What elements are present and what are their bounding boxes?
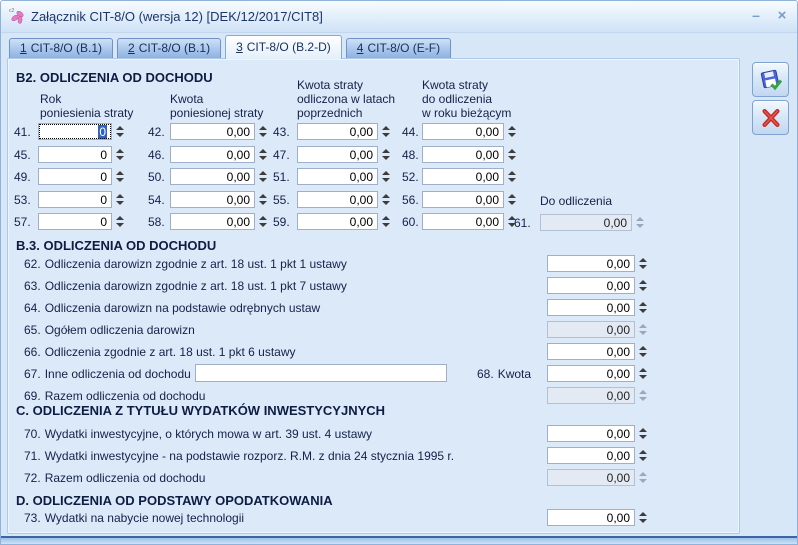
section-b3-heading: B.3. ODLICZENIA OD DOCHODU (16, 238, 217, 253)
amount-text: Kwota (497, 367, 532, 381)
field-71[interactable]: 0,00 (547, 447, 635, 464)
field-59-spinner[interactable] (380, 213, 392, 230)
spin-down-icon[interactable] (116, 178, 124, 182)
field-63-spinner[interactable] (637, 277, 649, 294)
field-65-spinner (637, 321, 649, 338)
row-number: 72. (24, 471, 41, 485)
field-number: 41. (14, 125, 31, 139)
field-number: 48. (402, 148, 419, 162)
spin-down-icon[interactable] (639, 353, 647, 357)
field-73-spinner[interactable] (637, 509, 649, 526)
field-53-spinner[interactable] (114, 191, 126, 208)
spin-up-icon[interactable] (382, 194, 390, 198)
spin-down-icon (639, 479, 647, 483)
field-64[interactable]: 0,00 (547, 299, 635, 316)
field-57[interactable]: 0 (38, 213, 112, 230)
field-53[interactable]: 0 (38, 191, 112, 208)
field-49[interactable]: 0 (38, 168, 112, 185)
field-55[interactable]: 0,00 (297, 191, 378, 208)
field-48-spinner[interactable] (506, 146, 518, 163)
field-66-spinner[interactable] (637, 343, 649, 360)
field-58-spinner[interactable] (257, 213, 269, 230)
field-61: 0,00 (540, 214, 632, 231)
field-number: 45. (14, 148, 31, 162)
field-63[interactable]: 0,00 (547, 277, 635, 294)
tab-4-cit8o[interactable] (346, 38, 451, 58)
column-header-line: do odliczenia (422, 92, 493, 106)
spin-up-icon[interactable] (382, 149, 390, 153)
field-number: 44. (402, 125, 419, 139)
row-label (24, 367, 191, 381)
section-c-heading: C. ODLICZENIA Z TYTUŁU WYDATKÓW INWESTYCYJNYCH (16, 403, 386, 418)
row-label (24, 279, 347, 293)
spin-up-icon[interactable] (259, 171, 267, 175)
tab-bar (9, 33, 451, 58)
spin-down-icon[interactable] (116, 133, 124, 137)
field-68[interactable]: 0,00 (547, 365, 635, 382)
tab-1-cit8o[interactable] (9, 38, 113, 58)
spin-down-icon[interactable] (508, 133, 516, 137)
row-label (24, 511, 244, 525)
row-number: 69. (24, 389, 41, 403)
spin-up-icon[interactable] (116, 171, 124, 175)
field-70[interactable]: 0,00 (547, 425, 635, 442)
spin-up-icon[interactable] (116, 149, 124, 153)
spin-up-icon[interactable] (508, 149, 516, 153)
field-number: 58. (148, 215, 165, 229)
field-number: 47. (273, 148, 290, 162)
spin-down-icon[interactable] (508, 178, 516, 182)
row-text: Wydatki na nabycie nowej technologii (44, 511, 245, 525)
tab-label: CIT-8/O (B.1) (138, 41, 211, 55)
spin-down-icon[interactable] (259, 201, 267, 205)
field-41-spinner[interactable] (114, 123, 126, 140)
field-number: 46. (148, 148, 165, 162)
row-text: Odliczenia zgodnie z art. 18 ust. 1 pkt 6 ustawy (44, 345, 296, 359)
field-61-spinner (634, 214, 646, 231)
row-label (24, 301, 320, 315)
tab-number: 1 (20, 41, 27, 55)
field-number: 57. (14, 215, 31, 229)
field-45[interactable]: 0 (38, 146, 112, 163)
field-73[interactable]: 0,00 (547, 509, 635, 526)
field-71-spinner[interactable] (637, 447, 649, 464)
do-odliczenia-label: Do odliczenia (540, 194, 613, 208)
field-number: 43. (273, 125, 290, 139)
field-47-spinner[interactable] (380, 146, 392, 163)
field-44-spinner[interactable] (506, 123, 518, 140)
tab-number: 4 (356, 41, 364, 55)
row-text: Odliczenia darowizn na podstawie odrębnych ustaw (44, 301, 321, 315)
field-number: 50. (148, 170, 165, 184)
row-number: 73. (24, 511, 41, 525)
spin-up-icon[interactable] (639, 258, 647, 262)
column-header-line: poniesionej straty (170, 106, 264, 120)
spin-down-icon[interactable] (382, 223, 390, 227)
amount-caption (477, 367, 531, 381)
spin-up-icon[interactable] (639, 280, 647, 284)
title-bar (1, 1, 797, 33)
spin-up-icon[interactable] (259, 126, 267, 130)
tab-label: CIT-8/O (E-F) (367, 41, 441, 55)
field-69: 0,00 (547, 387, 635, 404)
field-65: 0,00 (547, 321, 635, 338)
row-number: 70. (24, 427, 41, 441)
column-header-line: Kwota (170, 92, 204, 106)
spin-down-icon[interactable] (382, 178, 390, 182)
b2-column-header (170, 92, 263, 120)
tab-3-cit8o[interactable] (225, 35, 342, 59)
spin-down-icon[interactable] (639, 375, 647, 379)
field-68-spinner[interactable] (637, 365, 649, 382)
field-64-spinner[interactable] (637, 299, 649, 316)
field-44[interactable]: 0,00 (422, 123, 504, 140)
column-header-line: odliczona w latach (297, 92, 396, 106)
spin-up-icon (639, 472, 647, 476)
row-label (24, 389, 205, 403)
spin-down-icon[interactable] (259, 223, 267, 227)
row-label (24, 449, 454, 463)
field-number: 59. (273, 215, 290, 229)
row-number: 62. (24, 257, 41, 271)
other-deductions-input[interactable] (195, 364, 447, 382)
field-52-spinner[interactable] (506, 168, 518, 185)
column-header-line: w roku bieżącym (422, 106, 512, 120)
tab-label: CIT-8/O (B.2-D) (246, 40, 331, 54)
spin-down-icon[interactable] (639, 287, 647, 291)
spin-up-icon (639, 324, 647, 328)
amount-number: 68. (477, 367, 494, 381)
field-42[interactable]: 0,00 (170, 123, 255, 140)
spin-up-icon[interactable] (508, 171, 516, 175)
field-58[interactable]: 0,00 (170, 213, 255, 230)
row-number: 71. (24, 449, 41, 463)
field-72-spinner (637, 469, 649, 486)
cancel-icon (760, 107, 782, 129)
b2-column-header (422, 78, 511, 120)
save-button[interactable] (752, 62, 789, 97)
field-72: 0,00 (547, 469, 635, 486)
spin-up-icon[interactable] (639, 428, 647, 432)
spin-down-icon[interactable] (508, 223, 516, 227)
spin-up-icon[interactable] (259, 216, 267, 220)
b2-column-header (40, 92, 133, 120)
field-49-spinner[interactable] (114, 168, 126, 185)
field-number: 52. (402, 170, 419, 184)
column-header-line: Kwota straty (422, 78, 489, 92)
field-66[interactable]: 0,00 (547, 343, 635, 360)
spin-down-icon[interactable] (639, 457, 647, 461)
row-text: Odliczenia darowizn zgodnie z art. 18 ust. 1 pkt 1 ustawy (44, 257, 347, 271)
field-number: 49. (14, 170, 31, 184)
selected-value: 0 (99, 125, 106, 139)
tab-2-cit8o[interactable] (117, 38, 221, 58)
spin-down-icon[interactable] (259, 178, 267, 182)
field-69-spinner (637, 387, 649, 404)
minimize-button[interactable]: – (752, 7, 760, 23)
field-57-spinner[interactable] (114, 213, 126, 230)
spin-down-icon[interactable] (639, 309, 647, 313)
spin-up-icon[interactable] (508, 216, 516, 220)
spin-up-icon[interactable] (116, 126, 124, 130)
field-41[interactable] (38, 123, 112, 140)
spin-down-icon[interactable] (508, 201, 516, 205)
field-number: 42. (148, 125, 165, 139)
b2-column-header (297, 78, 395, 120)
row-number: 63. (24, 279, 41, 293)
close-button[interactable]: × (777, 7, 787, 24)
spin-down-icon[interactable] (116, 223, 124, 227)
field-47[interactable]: 0,00 (297, 146, 378, 163)
spin-down-icon[interactable] (382, 201, 390, 205)
field-51[interactable]: 0,00 (297, 168, 378, 185)
field-45-spinner[interactable] (114, 146, 126, 163)
field-54-spinner[interactable] (257, 191, 269, 208)
section-d-heading: D. ODLICZENIA OD PODSTAWY OPODATKOWANIA (16, 493, 333, 508)
field-number: 60. (402, 215, 419, 229)
field-50[interactable]: 0,00 (170, 168, 255, 185)
field-55-spinner[interactable] (380, 191, 392, 208)
spin-up-icon[interactable] (259, 194, 267, 198)
spin-up-icon[interactable] (382, 216, 390, 220)
column-header-line: Rok (40, 92, 62, 106)
field-number: 55. (273, 193, 290, 207)
field-50-spinner[interactable] (257, 168, 269, 185)
window-bottom-edge (1, 536, 797, 544)
field-43-spinner[interactable] (380, 123, 392, 140)
field-46-spinner[interactable] (257, 146, 269, 163)
field-46[interactable]: 0,00 (170, 146, 255, 163)
spin-down-icon[interactable] (639, 435, 647, 439)
field-62[interactable]: 0,00 (547, 255, 635, 272)
field-number: 51. (273, 170, 290, 184)
spin-up-icon[interactable] (639, 368, 647, 372)
spin-up-icon[interactable] (639, 512, 647, 516)
spin-down-icon[interactable] (639, 519, 647, 523)
spin-down-icon[interactable] (259, 156, 267, 160)
row-label (24, 345, 296, 359)
spin-down-icon (639, 331, 647, 335)
row-label (24, 427, 372, 441)
row-number: 65. (24, 323, 41, 337)
row-text: Ogółem odliczenia darowizn (44, 323, 195, 337)
field-52[interactable]: 0,00 (422, 168, 504, 185)
row-label (24, 323, 195, 337)
spin-down-icon[interactable] (116, 156, 124, 160)
field-42-spinner[interactable] (257, 123, 269, 140)
row-text: Wydatki inwestycyjne - na podstawie rozporz. R.M. z dnia 24 stycznia 1995 r. (44, 449, 455, 463)
row-text: Razem odliczenia od dochodu (44, 389, 206, 403)
column-header-line: poniesienia straty (40, 106, 134, 120)
spin-up-icon[interactable] (116, 194, 124, 198)
section-b2-heading: B2. ODLICZENIA OD DOCHODU (16, 70, 213, 85)
window-title: Załącznik CIT-8/O (wersja 12) [DEK/12/2017/CIT8] (31, 9, 323, 24)
field-56-spinner[interactable] (506, 191, 518, 208)
spin-up-icon (636, 217, 644, 221)
field-number: 54. (148, 193, 165, 207)
svg-text:c2: c2 (9, 8, 15, 14)
field-48[interactable]: 0,00 (422, 146, 504, 163)
field-number: 53. (14, 193, 31, 207)
field-60[interactable]: 0,00 (422, 213, 504, 230)
row-text: Razem odliczenia od dochodu (44, 471, 206, 485)
spin-up-icon[interactable] (259, 149, 267, 153)
field-number: 56. (402, 193, 419, 207)
spin-up-icon[interactable] (639, 450, 647, 454)
field-70-spinner[interactable] (637, 425, 649, 442)
spin-up-icon[interactable] (382, 126, 390, 130)
spin-down-icon[interactable] (382, 156, 390, 160)
cancel-button[interactable] (752, 100, 789, 135)
field-61-number: 61. (514, 216, 531, 230)
field-60-spinner[interactable] (506, 213, 518, 230)
field-51-spinner[interactable] (380, 168, 392, 185)
spin-down-icon[interactable] (639, 265, 647, 269)
field-56[interactable]: 0,00 (422, 191, 504, 208)
tab-number: 2 (128, 41, 135, 55)
field-54[interactable]: 0,00 (170, 191, 255, 208)
field-62-spinner[interactable] (637, 255, 649, 272)
spin-down-icon (639, 397, 647, 401)
spin-up-icon[interactable] (116, 216, 124, 220)
spin-up-icon[interactable] (508, 126, 516, 130)
spin-up-icon[interactable] (639, 302, 647, 306)
tab-number: 3 (236, 40, 243, 54)
spin-up-icon[interactable] (382, 171, 390, 175)
tab-label: CIT-8/O (B.1) (30, 41, 103, 55)
spin-up-icon[interactable] (508, 194, 516, 198)
spin-down-icon[interactable] (259, 133, 267, 137)
row-label (24, 257, 347, 271)
row-number: 67. (24, 367, 41, 381)
column-header-line: poprzednich (297, 106, 363, 120)
tab-page-b2-d (7, 58, 740, 534)
spin-down-icon (636, 224, 644, 228)
field-43[interactable]: 0,00 (297, 123, 378, 140)
save-icon (759, 68, 783, 92)
spin-up-icon[interactable] (639, 346, 647, 350)
row-text: Odliczenia darowizn zgodnie z art. 18 ust. 1 pkt 7 ustawy (44, 279, 347, 293)
row-number: 64. (24, 301, 41, 315)
spin-down-icon[interactable] (508, 156, 516, 160)
app-icon (9, 7, 27, 25)
row-label (24, 471, 205, 485)
spin-up-icon (639, 390, 647, 394)
row-number: 66. (24, 345, 41, 359)
column-header-line: Kwota straty (297, 78, 364, 92)
spin-down-icon[interactable] (382, 133, 390, 137)
row-text: Wydatki inwestycyjne, o których mowa w art. 39 ust. 4 ustawy (44, 427, 373, 441)
spin-down-icon[interactable] (116, 201, 124, 205)
field-59[interactable]: 0,00 (297, 213, 378, 230)
row-text: Inne odliczenia od dochodu (44, 367, 191, 381)
